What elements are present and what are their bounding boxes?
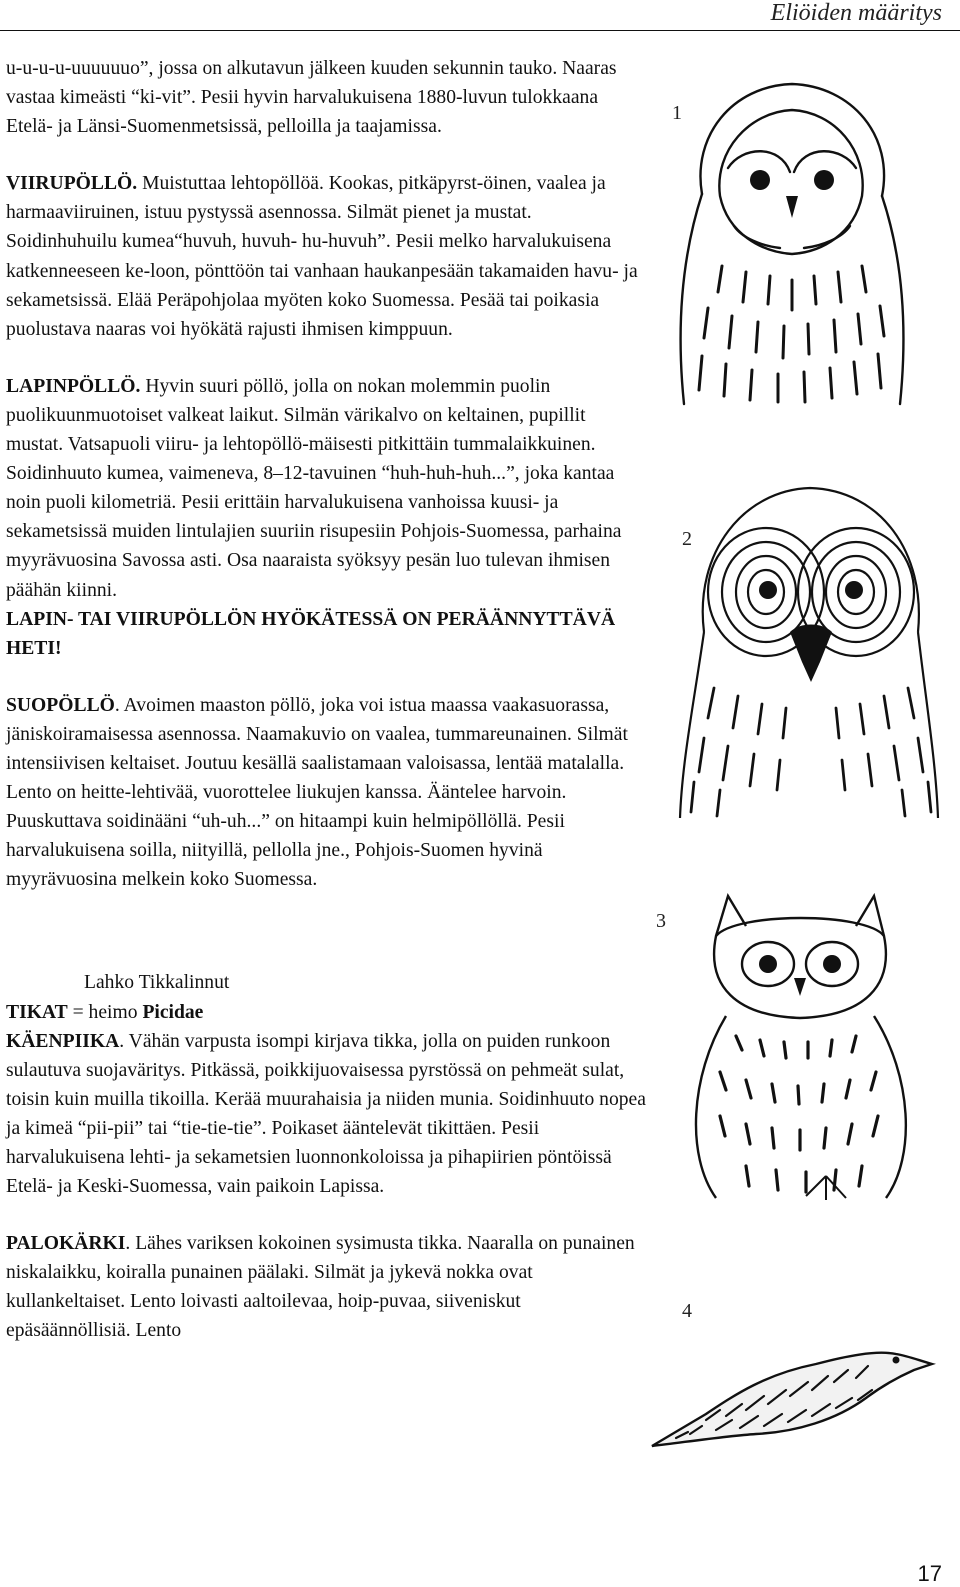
family-latin: Picidae [142,1001,204,1023]
family-name: TIKAT [6,1001,68,1023]
warning-text: LAPIN- TAI VIIRUPÖLLÖN HYÖKÄTESSÄ ON PERÄÄNNYTTÄVÄ HETI! [6,608,616,659]
species-text: . Avoimen maaston pöllö, joka voi istua maassa vaakasuorassa, jäniskoiramaisessa asennossa. Naamakuvio on vaalea, tummareunainen. Silmät intensiivisen keltaiset. Joutuu kesällä saalistamaan valoisassa, lentää matalalla. Lento on heitte-lehtivää, vuorottelee liukujen kanssa. Ääntelee harvoin. Puuskuttava soidinääni “uh-uh...” on hitaampi kuin helmipöllöllä. Pesii harvalukuisena soilla, niityillä, pellolla jne., Pohjois-Suomen hyvinä myyrävuosina melkein koko Suomessa. [6,694,628,891]
great-grey-owl-illustration [674,482,948,820]
species-text: . Vähän varpusta isompi kirjava tikka, jolla on puiden runkoon sulautuva suojaväritys. Pitkässä, poikkijuovaisessa pyrstössä on pehmeät sulat, toisin kuin muilla tikoilla. Kerää muurahaisia ja niiden munia. Soidinhuuto nopea ja kimeä “pii-pii” tai “tie-tie-tie”. Poikaset ääntelevät tikittäen. Pesii harvalukuisena lehti- ja sekametsien luonnonkoloissa ja pihapiirien pöntöissä Etelä- ja Keski-Suomessa, vain paikoin Lapissa. [6,1030,646,1198]
ural-owl-illustration [662,76,920,406]
species-name: LAPINPÖLLÖ. [6,375,141,397]
paragraph-suopollo [6,691,646,895]
species-text: Muistuttaa lehtopöllöä. Kookas, pitkäpyrst-öinen, vaalea ja harmaaviiruinen, istuu pystyssä asennossa. Silmät pienet ja mustat. Soidinhuhuilu kumea“huvuh, huvuh- hu-huvuh”. Pesii melko harvalukuisena katkenneeseen ke-loon, pönttöön tai vanhaan haukanpesään takamaiden havu- ja sekametsissä. Elää Peräpohjolaa myöten koko Suomessa. Pesää tai poikasia puolustava naaras voi hyökätä rajusti ihmisen kimppuun. [6,173,638,340]
paragraph-kaenpiika [6,968,646,1201]
short-eared-owl-illustration [676,876,926,1202]
family-eq: = heimo [67,1001,143,1023]
paragraph-intro: u-u-u-u-uuuuuuo”, jossa on alkutavun jälkeen kuuden sekunnin tauko. Naaras vastaa kimeästi “ki-vit”. Pesii hyvin harvalukuisena 1880-luvun tulokkaana Etelä- ja Länsi-Suomenmetsissä, pelloilla ja taajamissa. [6,58,617,138]
species-name: VIIRUPÖLLÖ. [6,173,138,195]
text-column [6,54,646,1374]
species-text: Hyvin suuri pöllö, jolla on nokan molemmin puolin puolikuunmuotoiset valkeat laikut. Silmän värikalvo on keltainen, pupillit mustat. Vatsapuoli viiru- ja lehtopöllö-mäisesti pitkittäin tummalaikkuinen. Soidinhuuto kumea, vaimeneva, 8–12-tavuinen “huh-huh-huh...”, joka kantaa noin puoli kilometriä. Pesii erittäin harvalukuisena vanhoissa kuusi- ja sekametsissä muiden lintulajien suuriin risupesiin Pohjois-Suomessa, parhaina myyrävuosina Savossa asti. Osa naaraista syöksyy pesän luo tulevan ihmisen päähän kiinni. [6,375,622,601]
paragraph-lapinpollo [6,372,646,605]
species-name: SUOPÖLLÖ [6,694,115,716]
species-name: PALOKÄRKI [6,1233,126,1255]
figure-number: 1 [672,102,682,124]
running-header: Eliöiden määritys [770,0,942,26]
page-number: 17 [917,1561,942,1586]
figure-number: 3 [656,910,666,932]
wryneck-illustration [646,1334,936,1454]
paragraph-viirupollo [6,169,646,344]
order-heading: Lahko Tikkalinnut [84,972,230,994]
paragraph-palokarki [6,1229,646,1345]
header-rule [0,30,960,31]
species-name: KÄENPIIKA [6,1030,120,1052]
species-text: . Lähes variksen kokoinen sysimusta tikka. Naaralla on punainen niskalaikku, koiralla punainen päälaki. Silmät ja jykevä nokka ovat kullankeltaiset. Lento loivasti aaltoilevaa, hoip-puvaa, siiveniskut epäsäännöllisiä. Lento [6,1233,635,1342]
figure-number: 4 [682,1300,692,1322]
figure-number: 2 [682,528,692,550]
